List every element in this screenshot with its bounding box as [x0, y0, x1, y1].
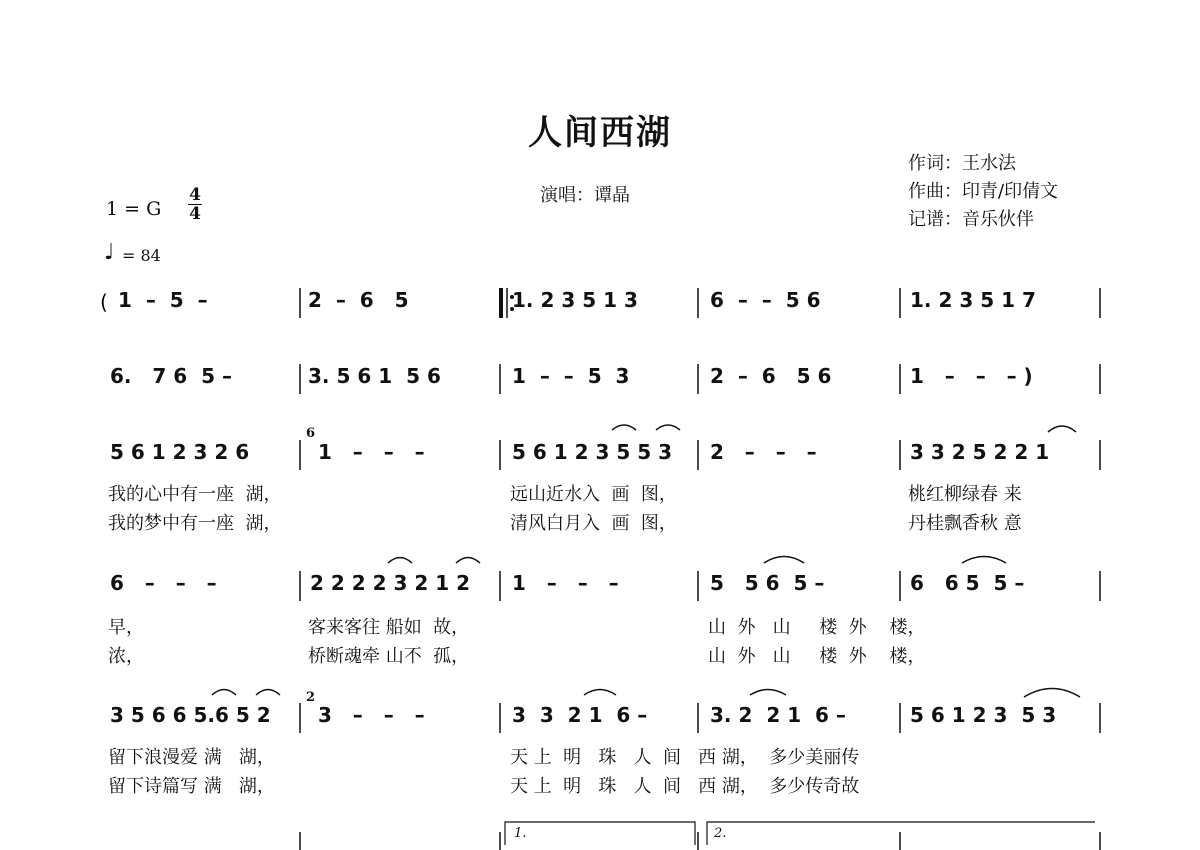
- measure-r3-m0: 6 – – –: [110, 571, 217, 595]
- measure-r3-m3: 5 5 6 5 –: [710, 571, 825, 595]
- time-numerator: 4: [189, 185, 201, 205]
- measure-r3-m4: 6 6 5 5 –: [910, 571, 1025, 595]
- measure-r2-m2: 5 6 1 2 3 5 5 3: [512, 440, 673, 464]
- measure-r2-m1: 1 – – –: [318, 440, 425, 464]
- composer-credit: 作曲：印青/印倩文: [908, 181, 1059, 202]
- lyric-line3-seg1: 桥断魂牵 山不 孤，: [308, 646, 470, 667]
- meter-change-2: 2: [306, 690, 316, 705]
- measure-r3-m1: 2 2 2 2 3 2 1 2: [310, 571, 471, 595]
- time-denominator: 4: [189, 204, 201, 224]
- measure-r2-m4: 3 3 2 5 2 2 1: [910, 440, 1050, 464]
- lyricist-credit: 作词：王水法: [908, 153, 1016, 174]
- measure-r1-m1: 3. 5 6 1 5 6: [308, 364, 441, 388]
- measure-r0-m2: 1. 2 3 5 1 3: [512, 288, 638, 312]
- measure-r1-m4: 1 – – – ): [910, 364, 1033, 388]
- lyric-line1-seg1: 清风白月入 画 图，: [510, 513, 677, 534]
- lyric-line2-seg0: 早，: [108, 617, 144, 638]
- key-signature: 1 = G: [106, 198, 162, 220]
- page-title: 人间西湖: [528, 113, 672, 153]
- lyric-line1-seg2: 丹桂飘香秋 意: [908, 513, 1022, 534]
- measure-r4-m2: 3 3 2 1 6 –: [512, 703, 648, 727]
- measure-r3-m2: 1 – – –: [512, 571, 619, 595]
- lyric-line0-seg0: 我的心中有一座 湖，: [108, 484, 282, 505]
- lyric-line5-seg1: 天 上 明 珠 人 间 西 湖， 多少传奇故: [510, 776, 860, 797]
- measure-r4-m1: 3 – – –: [318, 703, 425, 727]
- volta-1-label: 1.: [514, 826, 527, 841]
- lyric-line2-seg2: 山 外 山 楼 外 楼，: [708, 617, 926, 638]
- lyric-line0-seg2: 桃红柳绿春 来: [908, 484, 1022, 505]
- measure-r0-m4: 1. 2 3 5 1 7: [910, 288, 1036, 312]
- tempo-mark: = 84: [122, 246, 161, 265]
- measure-r4-m3: 3. 2 2 1 6 –: [710, 703, 846, 727]
- quarter-note-icon: ♩: [104, 240, 115, 265]
- measure-r4-m4: 5 6 1 2 3 5 3: [910, 703, 1057, 727]
- measure-r2-m0: 5 6 1 2 3 2 6: [110, 440, 250, 464]
- measure-r0-m0: 1 – 5 –: [118, 288, 208, 312]
- measure-r1-m0: 6. 7 6 5 –: [110, 364, 233, 388]
- lyric-line4-seg0: 留下浪漫爱 满 湖，: [108, 747, 275, 768]
- lyric-line0-seg1: 远山近水入 画 图，: [510, 484, 677, 505]
- lyric-line2-seg1: 客来客往 船如 故，: [308, 617, 470, 638]
- measure-r1-m3: 2 – 6 5 6: [710, 364, 832, 388]
- lyric-line4-seg1: 天 上 明 珠 人 间 西 湖， 多少美丽传: [510, 747, 860, 768]
- measure-r2-m3: 2 – – –: [710, 440, 817, 464]
- lyric-line3-seg0: 浓，: [108, 646, 144, 667]
- lyric-line1-seg0: 我的梦中有一座 湖，: [108, 513, 282, 534]
- measure-r0-m3: 6 – – 5 6: [710, 288, 821, 312]
- svg-text:(: (: [100, 290, 108, 314]
- volta-2-label: 2.: [714, 826, 727, 841]
- singer-credit: 演唱：谭晶: [540, 185, 630, 206]
- meter-change-6: 6: [306, 426, 316, 441]
- measure-r4-m0: 3 5 6 6 5.6 5 2: [110, 703, 271, 727]
- transcriber-credit: 记谱：音乐伙伴: [908, 209, 1034, 230]
- measure-r0-m1: 2 – 6 5: [308, 288, 409, 312]
- lyric-line5-seg0: 留下诗篇写 满 湖，: [108, 776, 275, 797]
- measure-r1-m2: 1 – – 5 3: [512, 364, 630, 388]
- lyric-line3-seg2: 山 外 山 楼 外 楼，: [708, 646, 926, 667]
